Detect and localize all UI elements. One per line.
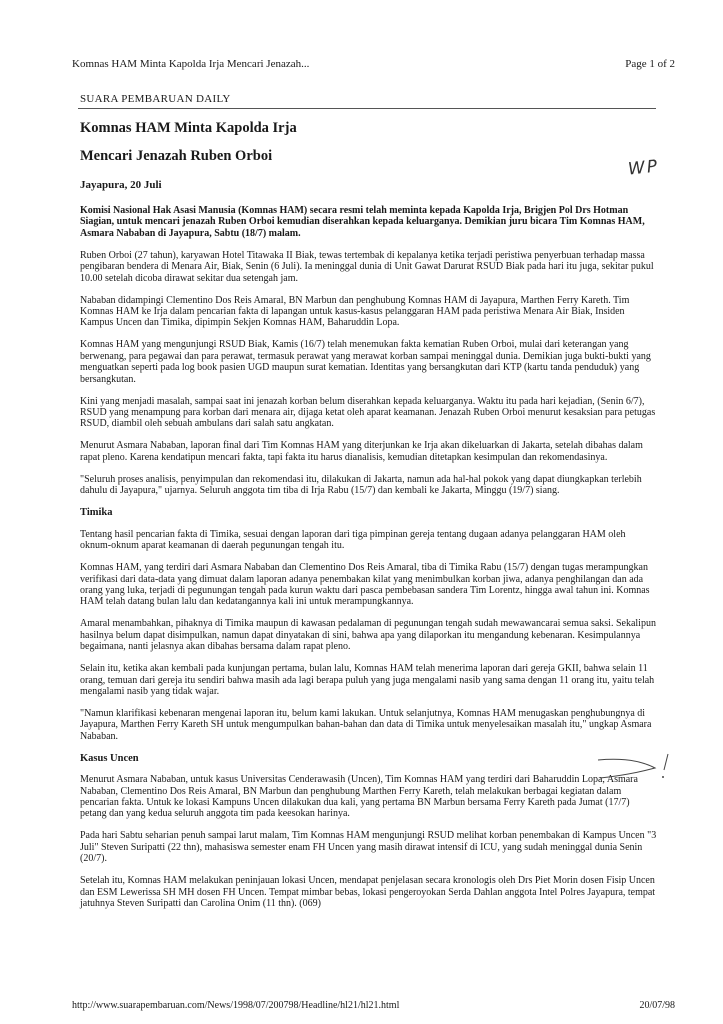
publication-name: SUARA PEMBARUAN DAILY	[80, 93, 231, 105]
paragraph: "Seluruh proses analisis, penyimpulan dan rekomendasi itu, dilakukan di Jakarta, namun ada hal-hal pokok yang dapat diungkapkan terlebih dahulu di Jayapura," ujarnya. Seluruh anggota tim tiba di Irja Rabu (15/7) dan kembali ke Jakarta, Minggu (19/7) siang.	[80, 473, 642, 497]
paragraph: Kini yang menjadi masalah, sampai saat ini jenazah korban belum diserahkan kepada keluarganya. Waktu itu pada hari kejadian, (Senin 6/7), RSUD yang menampung para korban dari menara air, dijaga ketat oleh aparat keamanan. Jenazah Ruben Orboi menurut kesaksian para petugas RSUD, diambil oleh sebuah ambulans dari salah satu angkatan.	[80, 395, 656, 430]
article-title: Komnas HAM Minta Kapolda Irja	[80, 120, 297, 136]
browser-header-title: Komnas HAM Minta Kapolda Irja Mencari Jenazah...	[72, 58, 310, 70]
paragraph: Amaral menambahkan, pihaknya di Timika maupun di kawasan pedalaman di pegunungan tengah sudah mewawancarai semua saksi. Sekalipun hasilnya belum dapat disimpulkan, namun dapat dinyatakan di sini, bahwa apa yang dilaporkan itu mengandung kebenaran. Kesimpulannya begaimana, nanti jelasnya akan dibahas bersama dalam rapat pleno.	[80, 618, 656, 653]
section-heading: Kasus Uncen	[80, 752, 139, 764]
paragraph: Setelah itu, Komnas HAM melakukan peninjauan lokasi Uncen, mendapat penjelasan secara kronologis oleh Drs Piet Morin dosen Fisip Uncen dan ESM Lewerissa SH MH dosen FH Uncen. Tempat mimbar bebas, lokasi pengeroyokan Serda Dahlan anggota Intel Polres Jayapura, tempat jatuhnya Steven Suripatti dan Carolina Onim (11 thn). (069)	[80, 875, 656, 909]
article-dateline: Jayapura, 20 Juli	[80, 179, 162, 191]
paragraph: Menurut Asmara Nababan, untuk kasus Universitas Cenderawasih (Uncen), Tim Komnas HAM yang terdiri dari Baharuddin Lopa, Asmara Nababan, Clementino Dos Reis Amaral, BN Marbun dan penghubung Marthen Ferry Kareth, telah melakukan berbagai kegiatan dalam pencarian fakta. Untuk ke lokasi Kampuns Uncen dilakukan dua kali, yang pertama BN Marbun bersama Ferry Kareth pada Jumat (17/7) petang dan yang kedua seluruh anggota tim pada keesokan harinya.	[80, 774, 638, 820]
header-divider	[78, 108, 656, 109]
page-number: Page 1 of 2	[625, 58, 675, 70]
paragraph: Komnas HAM, yang terdiri dari Asmara Nababan dan Clementino Dos Reis Amaral, tiba di Timika Rabu (15/7) dengan tugas merampungkan verifikasi dari data-data yang dimuat dalam laporan adanya penembakan kilat yang menimbulkan korban jiwa, adanya penghilangan dan ada orang yang luka, terjadi di pegunungan tengah pada kurun waktu dari pasca pembebasan sandera Tim Lorentz, hingga awal tahun ini. Komnas HAM telah datang bulan lalu dan kedatangannya kali ini untuk merampungkannya.	[80, 562, 650, 608]
article-body	[80, 205, 658, 920]
paragraph: Komnas HAM yang mengunjungi RSUD Biak, Kamis (16/7) telah menemukan fakta kematian Ruben Orboi, mulai dari keterangan yang berwenang, para pegawai dan para perawat, termasuk perawat yang merawat korban sampai meninggal dunia. Demikian juga bukti-bukti yang menguatkan seperti pada log book pasien UGD maupun surat kematian. Identitas yang bersangkutan dari KTP (kartu tanda penduduk) yang bersangkutan.	[80, 339, 651, 385]
paragraph: "Namun klarifikasi kebenaran mengenai laporan itu, belum kami lakukan. Untuk selanjutnya, Komnas HAM menugaskan penghubungnya di Jayapura, Marthen Ferry Kareth SH untuk mengumpulkan bahan-bahan dan data di Timika untuk menyelesaikan masalah itu," ungkap Asmara Nababan.	[80, 707, 652, 742]
article-subtitle: Mencari Jenazah Ruben Orboi	[80, 148, 273, 164]
footer-url[interactable]: http://www.suarapembaruan.com/News/1998/07/200798/Headline/hl21/hl21.html	[72, 1000, 400, 1011]
paragraph: Tentang hasil pencarian fakta di Timika, sesuai dengan laporan dari tiga pimpinan gereja tentang dugaan adanya pelanggaran HAM oleh oknum-oknum aparat keamanan di daerah pegunungan tengah itu.	[80, 528, 626, 552]
lead-paragraph: Komisi Nasional Hak Asasi Manusia (Komnas HAM) secara resmi telah meminta kepada Kapolda Irja, Brigjen Pol Drs Hotman Siagian, untuk mencari jenazah Ruben Orboi kemudian diserahkan kepada keluarganya. Demikian juru bicara Tim Komnas HAM, Asmara Nababan di Jayapura, Sabtu (18/7) malam.	[80, 205, 645, 239]
paragraph: Menurut Asmara Nababan, laporan final dari Tim Komnas HAM yang diterjunkan ke Irja akan dikeluarkan di Jakarta, setelah dibahas dalam rapat pleno. Karena kendatipun mencari fakta, tapi fakta itu harus dianalisis, kemudian ditetapkan kesimpulan dan rekomendasinya.	[80, 440, 643, 463]
paragraph: Pada hari Sabtu seharian penuh sampai larut malam, Tim Komnas HAM mengunjungi RSUD melihat korban penembakan di Kampus Uncen "3 Juli" Steven Suripatti (22 thn), mahasiswa semester enam FH Uncen yang masih dirawat intensif di ICU, yang sudah meninggal dunia Senin (20/7).	[80, 830, 657, 865]
footer-date: 20/07/98	[639, 1000, 675, 1011]
paragraph: Nababan didampingi Clementino Dos Reis Amaral, BN Marbun dan penghubung Komnas HAM di Jayapura, Marthen Ferry Kareth. Tim Komnas HAM ke Irja dalam pencarian fakta di lapangan untuk kasus-kasus pelanggaran HAM pada peristiwa Menara Air Biak, Insiden Kampus Uncen dan Timika, dipimpin Sekjen Komnas HAM, Baharuddin Lopa.	[80, 294, 630, 329]
paragraph: Ruben Orboi (27 tahun), karyawan Hotel Titawaka II Biak, tewas tertembak di kepalanya ketika terjadi peristiwa penyerbuan terhadap massa pengibaran bendera di Menara Air, Biak, Senin (6 Juli). Ia meninggal dunia di Unit Gawat Darurat RSUD Biak pada hari itu juga, sekitar pukul 10.00 setelah dicoba dirawat sekitar dua setengah jam.	[80, 249, 654, 284]
handwritten-initials: WP	[627, 156, 661, 180]
section-heading: Timika	[80, 507, 113, 519]
paragraph: Selain itu, ketika akan kembali pada kunjungan pertama, bulan lalu, Komnas HAM telah menerima laporan dari gereja GKII, bahwa selain 11 orang, temuan dari gereja itu sendiri bahwa masih ada lagi berapa puluh yang juga mengalami nasib yang sama dengan 11 orang itu, yaitu telah mengalami nasib yang tidak wajar.	[80, 663, 655, 697]
